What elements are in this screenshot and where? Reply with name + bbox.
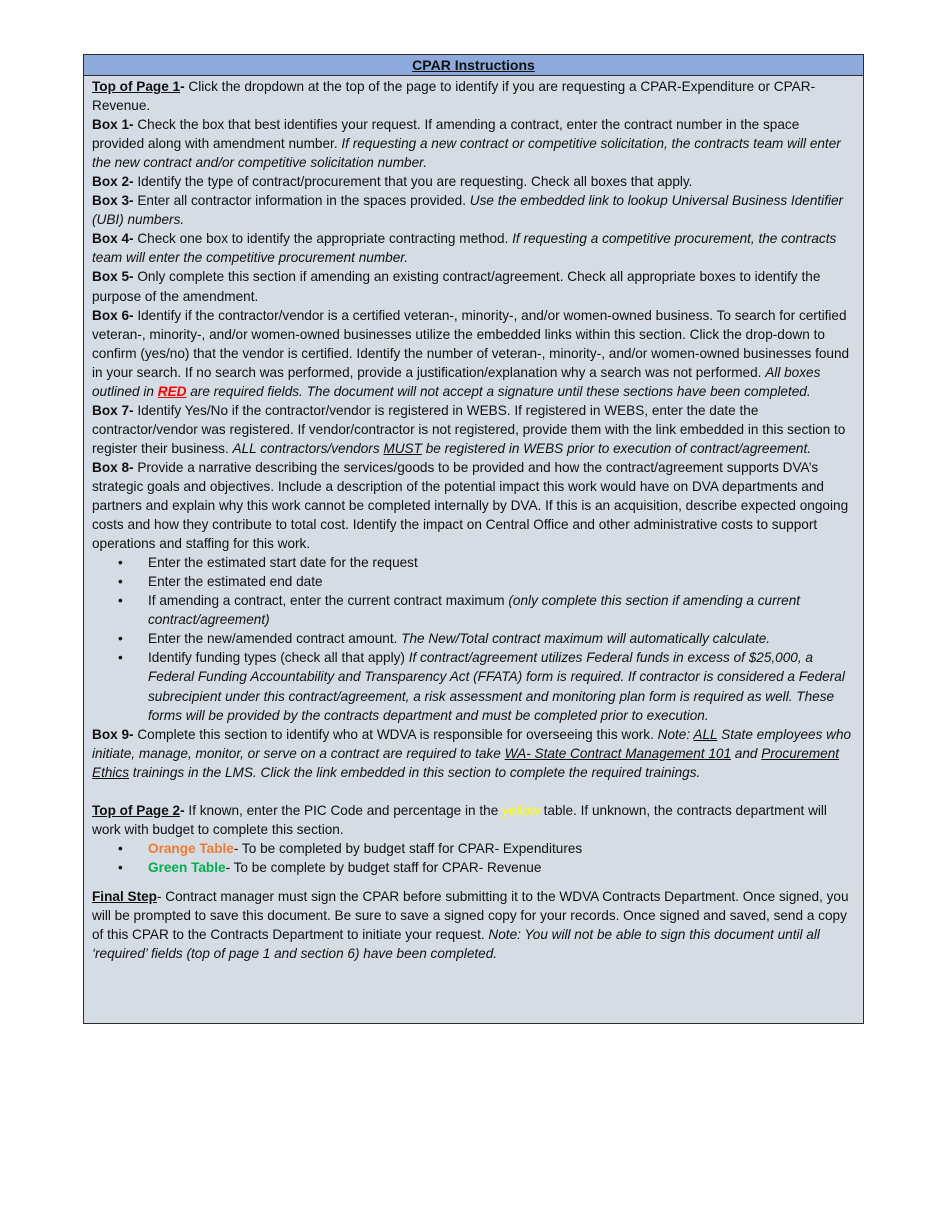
list-item: • If amending a contract, enter the current contract maximum (only complete this section if amending a current contract/agreement) bbox=[118, 593, 801, 628]
box-7: Box 7- Identify Yes/No if the contractor/vendor is registered in WEBS. If registered in WEBS, enter the date the contractor/vendor was registered. If vendor/contractor is not registered, provide them with the link embedded in this section to register their business. ALL contractors/vendors MUST be registered in WEBS prior to execution of contract/agreement. bbox=[92, 402, 846, 456]
box-6: Box 6- Identify if the contractor/vendor is a certified veteran-, minority-, and/or women-owned business. To search for certified veteran-, minority-, and/or women-owned businesses utilize the embedded links within this section. Click the drop-down to confirm (yes/no) that the vendor is certified. Identify the number of veteran-, minority-, and/or women-owned businesses found in your search. If no search was performed, provide a justification/explanation why a search was not performed. All boxes outlined in RED are required fields. The document will not accept a signature until these sections have been completed. bbox=[92, 307, 850, 399]
top-of-page-1-label: Top of Page 1 bbox=[92, 79, 181, 94]
training-link-contract-management: WA- State Contract Management 101 bbox=[504, 745, 732, 761]
yellow-keyword: yellow bbox=[502, 802, 540, 818]
box-4-label: Box 4- bbox=[92, 231, 134, 247]
final-step: Final Step- Contract manager must sign the CPAR before submitting it to the WDVA Contracts Department. Once signed, you will be prompted to save this document. Be sure to save a signed copy for your records. Once signed and saved, send a copy of this CPAR to the Contracts Department to initiate your request. Note: You will not be able to sign this document until all ‘required’ fields (top of page 1 and section 6) have been completed. bbox=[92, 888, 849, 962]
panel-title: CPAR Instructions bbox=[84, 55, 863, 76]
page-2-table-list bbox=[92, 839, 855, 877]
box-1-label: Box 1- bbox=[92, 117, 134, 133]
instructions-content bbox=[84, 76, 863, 963]
box-3-label: Box 3- bbox=[92, 193, 134, 209]
bullet-icon: • bbox=[118, 859, 123, 875]
box-1: Box 1- Check the box that best identifies your request. If amending a contract, enter the contract number in the space provided along with amendment number. If requesting a new contract or competitive solicitation, the contracts team will enter the new contract and/or competitive solicitation number. bbox=[92, 117, 841, 171]
top-of-page-2-label: Top of Page 2 bbox=[92, 802, 181, 818]
top-of-page-2: Top of Page 2- If known, enter the PIC Code and percentage in the yellow table. If unknown, the contracts department will work with budget to complete this section. bbox=[92, 802, 827, 837]
final-step-label: Final Step bbox=[92, 888, 157, 904]
spacer bbox=[92, 782, 855, 801]
bullet-icon: • bbox=[118, 574, 123, 590]
top-of-page-1: Top of Page 1- Click the dropdown at the top of the page to identify if you are requesting a CPAR-Expenditure or CPAR-Revenue. bbox=[92, 79, 816, 114]
red-keyword: RED bbox=[157, 383, 187, 399]
box-7-label: Box 7- bbox=[92, 402, 134, 418]
bullet-icon: • bbox=[118, 650, 123, 666]
box-6-label: Box 6- bbox=[92, 307, 134, 323]
box-9-label: Box 9- bbox=[92, 726, 134, 742]
box-8-bullet-list bbox=[92, 553, 855, 724]
bullet-icon: • bbox=[118, 631, 123, 647]
bullet-icon: • bbox=[118, 555, 123, 571]
training-link-procurement-ethics: Procurement Ethics bbox=[92, 745, 840, 780]
box-8-label: Box 8- bbox=[92, 459, 134, 475]
box-3: Box 3- Enter all contractor information in the spaces provided. Use the embedded link to lookup Universal Business Identifier (UBI) numbers. bbox=[92, 193, 844, 228]
box-5-label: Box 5- bbox=[92, 269, 134, 285]
box-2-label: Box 2- bbox=[92, 174, 134, 190]
list-item: • Orange Table- To be completed by budget staff for CPAR- Expenditures bbox=[92, 839, 855, 858]
list-item: • Identify funding types (check all that apply) If contract/agreement utilizes Federal funds in excess of $25,000, a Federal Funding Accountability and Transparency Act (FFATA) form is required. If contractor is considered a Federal subrecipient under this contract/agreement, a risk assessment and monitoring plan form is required as well. These forms will be provided by the contracts department and must be completed prior to execution. bbox=[118, 650, 845, 723]
box-9: Box 9- Complete this section to identify who at WDVA is responsible for overseeing this work. Note: ALL State employees who initiate, manage, monitor, or serve on a contract are required to take WA- State Contract Management 101 and Procurement Ethics trainings in the LMS. Click the link embedded in this section to complete the required trainings. bbox=[92, 726, 852, 780]
instructions-panel bbox=[83, 54, 864, 1024]
spacer bbox=[92, 877, 855, 887]
box-5: Box 5- Only complete this section if amending an existing contract/agreement. Check all appropriate boxes to identify the purpose of the amendment. bbox=[92, 269, 821, 304]
box-4: Box 4- Check one box to identify the appropriate contracting method. If requesting a competitive procurement, the contracts team will enter the competitive procurement number. bbox=[92, 231, 837, 266]
bullet-icon: • bbox=[118, 840, 123, 856]
box-2: Box 2- Identify the type of contract/procurement that you are requesting. Check all boxes that apply. bbox=[92, 174, 693, 190]
list-item: • Enter the estimated start date for the request bbox=[92, 553, 855, 572]
list-item: • Enter the new/amended contract amount. The New/Total contract maximum will automatically calculate. bbox=[92, 629, 855, 648]
orange-table-label: Orange Table bbox=[148, 840, 234, 856]
list-item: • Green Table- To be complete by budget staff for CPAR- Revenue bbox=[92, 858, 855, 877]
list-item: • Enter the estimated end date bbox=[92, 572, 855, 591]
bullet-icon: • bbox=[118, 593, 123, 609]
green-table-label: Green Table bbox=[148, 859, 226, 875]
box-8: Box 8- Provide a narrative describing the services/goods to be provided and how the contract/agreement supports DVA’s strategic goals and objectives. Include a description of the potential impact this work would have on DVA departments and partners and explain why this work cannot be completed internally by DVA. If this is an acquisition, describe expected ongoing costs and how they contribute to total cost. Identify the impact on Central Office and other administrative costs to support operations and staffing for this work. bbox=[92, 459, 849, 552]
